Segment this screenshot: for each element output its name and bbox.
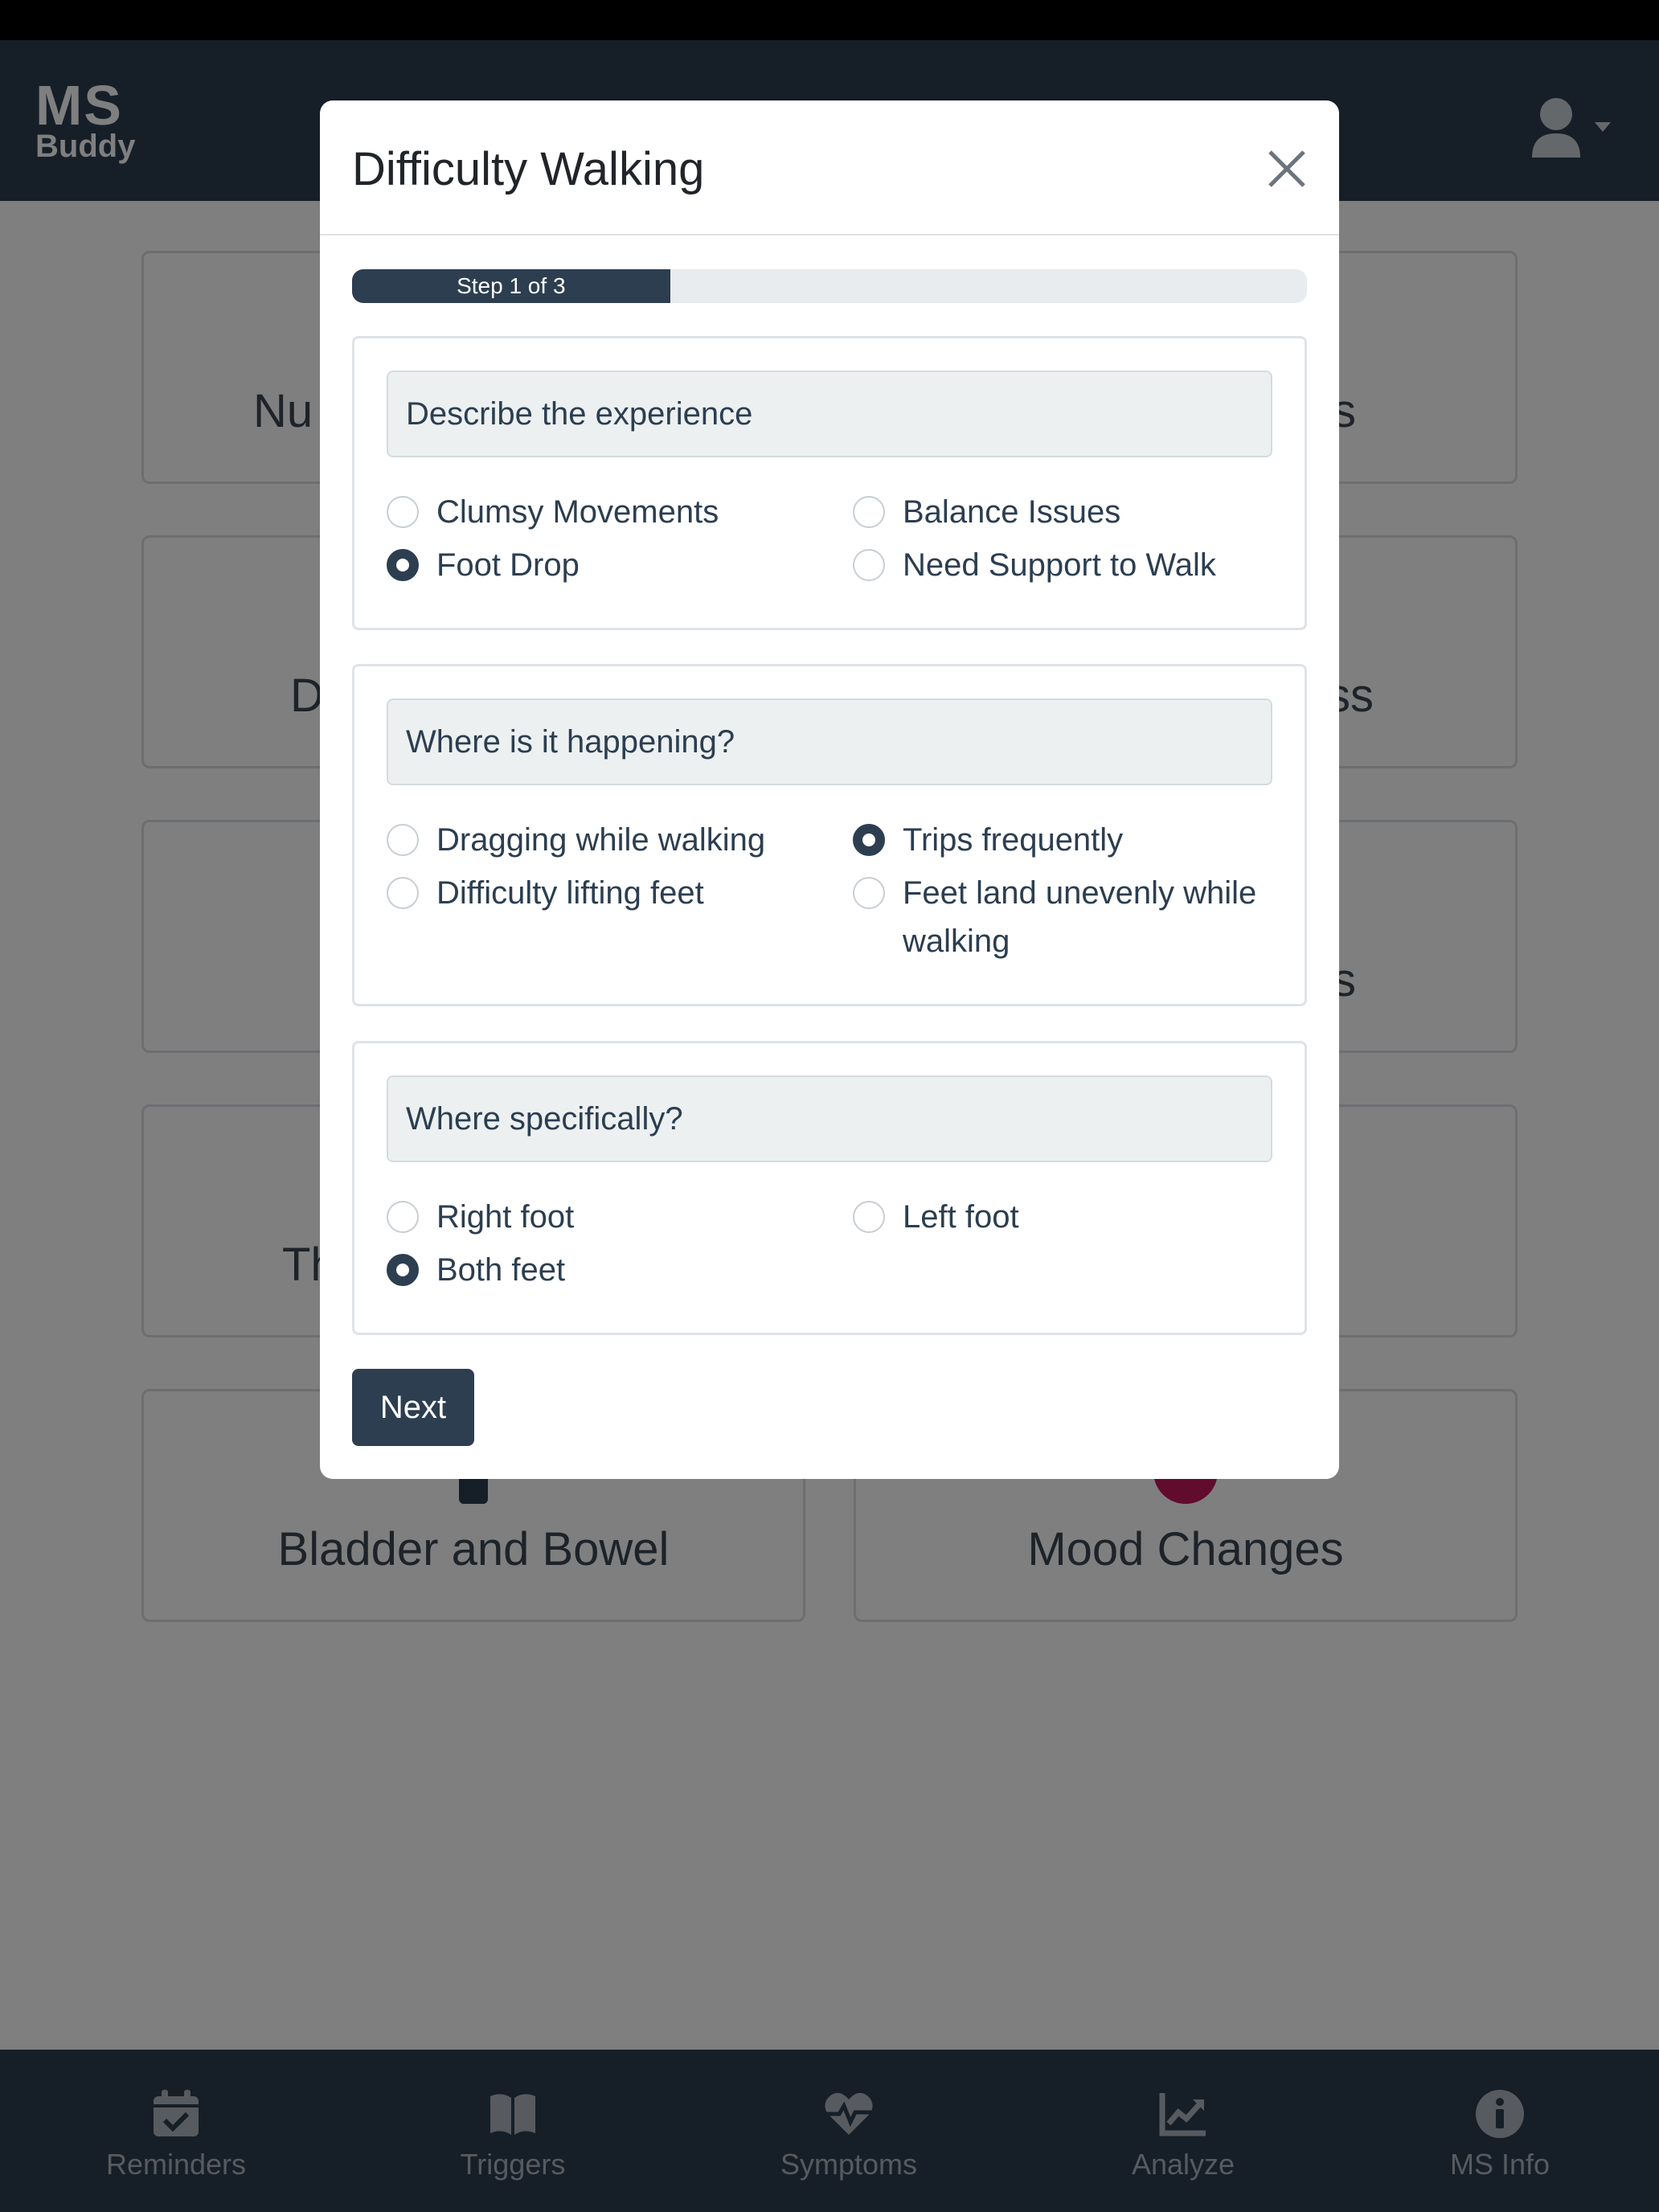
radio-button[interactable] [853, 496, 885, 528]
radio-button[interactable] [853, 877, 885, 909]
radio-button[interactable] [387, 877, 419, 909]
radio-button[interactable] [387, 1254, 419, 1286]
option-label: Clumsy Movements [436, 494, 719, 530]
section-header: Describe the experience [387, 371, 1272, 457]
progress-bar: Step 1 of 3 [352, 269, 670, 303]
radio-button[interactable] [387, 1201, 419, 1233]
option-label: Balance Issues [903, 494, 1121, 530]
progress-track [352, 269, 1307, 303]
option-label: Foot Drop [436, 547, 580, 583]
close-icon [1259, 141, 1315, 197]
question-section [352, 1041, 1307, 1335]
radio-button[interactable] [853, 1201, 885, 1233]
modal-title: Difficulty Walking [352, 143, 705, 195]
option-label: Trips frequently [903, 822, 1124, 858]
option-label: Difficulty lifting feet [436, 875, 704, 911]
next-button[interactable]: Next [352, 1369, 474, 1446]
radio-button[interactable] [387, 824, 419, 856]
section-header: Where is it happening? [387, 698, 1272, 785]
option-label: Right foot [436, 1199, 575, 1235]
option-label: Feet land unevenly while walking [903, 875, 1257, 959]
radio-button[interactable] [853, 549, 885, 581]
question-section [352, 664, 1307, 1006]
option-label: Both feet [436, 1252, 566, 1288]
radio-button[interactable] [853, 824, 885, 856]
symptom-modal [320, 100, 1339, 1479]
option-label: Left foot [903, 1199, 1019, 1235]
option-label: Need Support to Walk [903, 547, 1216, 583]
section-header: Where specifically? [387, 1075, 1272, 1162]
option-label: Dragging while walking [436, 822, 766, 858]
modal-header [320, 100, 1339, 236]
radio-button[interactable] [387, 549, 419, 581]
question-section [352, 336, 1307, 630]
close-button[interactable] [1259, 141, 1315, 197]
radio-button[interactable] [387, 496, 419, 528]
